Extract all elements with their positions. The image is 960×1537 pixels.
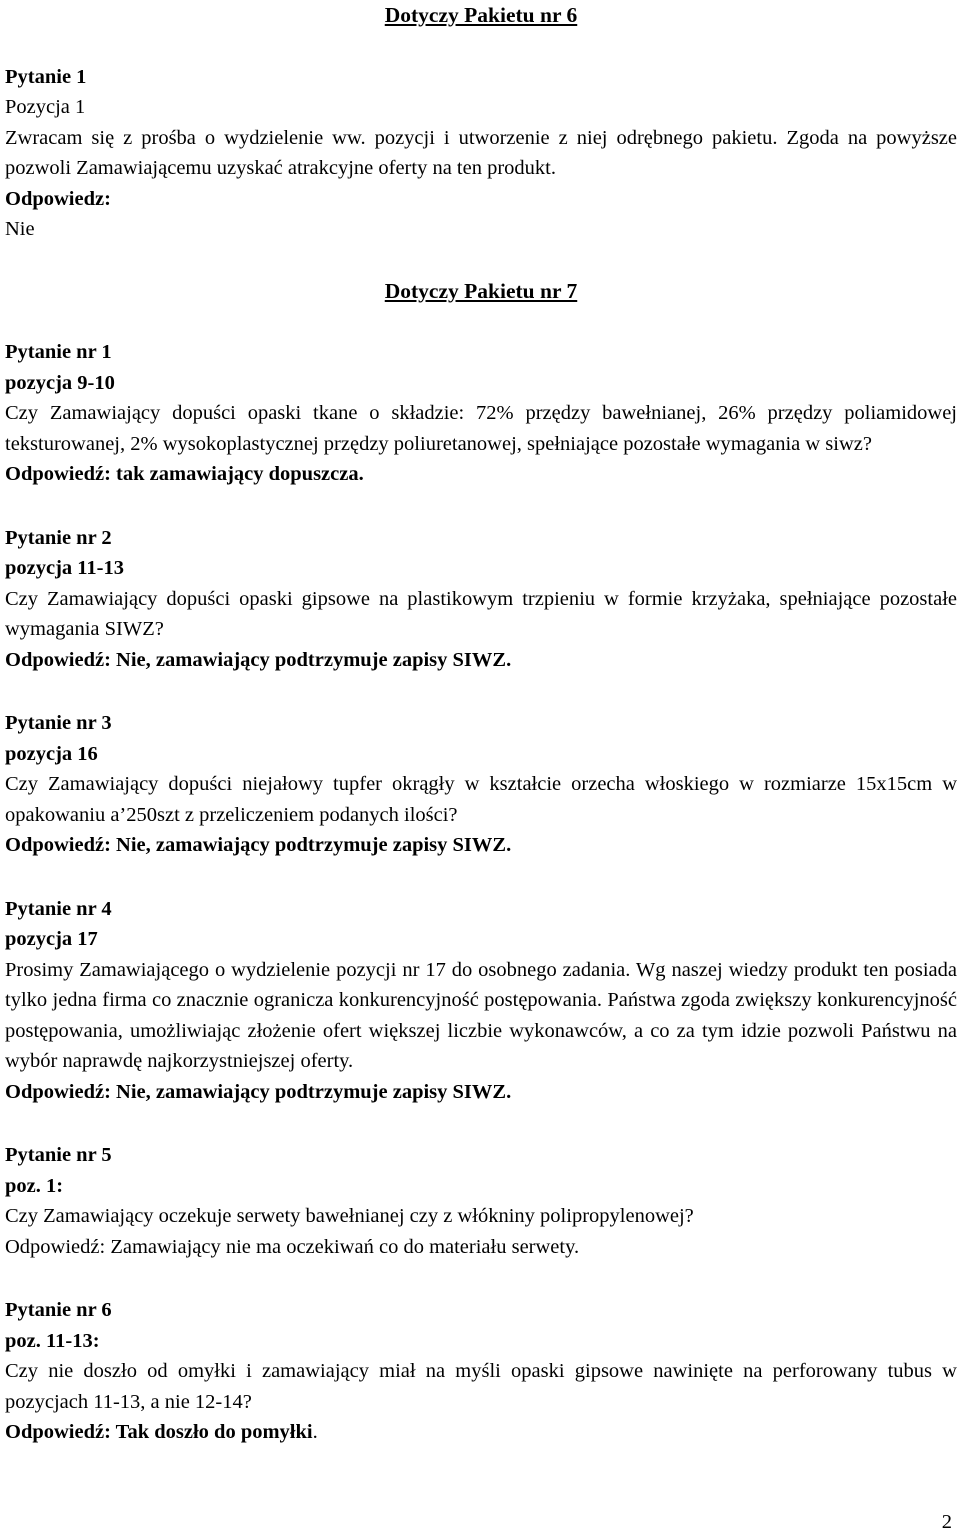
question-label: Pytanie nr 3	[5, 712, 112, 734]
question-block	[5, 523, 957, 676]
answer-text: Odpowiedź: Zamawiający nie ma oczekiwań co do materiału serwety.	[5, 1235, 580, 1258]
question-text: Zwracam się z prośba o wydzielenie ww. pozycji i utworzenie z niej odrębnego pakietu. Zgoda na powyższe pozwoli Zamawiającemu uzyskać atrakcyjne oferty na ten produkt.	[5, 126, 957, 179]
question-block	[5, 708, 957, 861]
position-label: poz. 1:	[5, 1174, 64, 1197]
question-label: Pytanie nr 4	[5, 897, 112, 920]
spacer	[5, 490, 957, 523]
answer-label: Odpowiedz:	[5, 187, 111, 210]
spacer	[5, 245, 957, 276]
question-text: Czy Zamawiający oczekuje serwety bawełnianej czy z włókniny polipropylenowej?	[5, 1205, 694, 1227]
question-text: Czy nie doszło od omyłki i zamawiający miał na myśli opaski gipsowe nawinięte na perforowany tubus w pozycjach 11-13, a nie 12-14?	[5, 1360, 957, 1413]
question-block	[5, 1295, 957, 1448]
document-page	[5, 0, 957, 1448]
question-block	[5, 1140, 957, 1262]
spacer	[5, 861, 957, 894]
question-text: Prosimy Zamawiającego o wydzielenie pozycji nr 17 do osobnego zadania. Wg naszej wiedzy produkt ten posiada tylko jedna firma co znacznie ogranicza konkurencyjność postępowania. Państwa zgoda zwiększy konkurencyjność postępowania, umożliwiając złożenie ofert większej liczbie wykonawców, a co za tym idzie pozwoli Państwu na wybór naprawdę najkorzystniejszej oferty.	[5, 958, 957, 1072]
question-text: Czy Zamawiający dopuści opaski tkane o składzie: 72% przędzy bawełnianej, 26% przędzy poliamidowej teksturowanej, 2% wysokoplastycznej przędzy poliuretanowej, spełniające pozostałe wymagania w siwz?	[5, 402, 957, 455]
position-label: Pozycja 1	[5, 96, 86, 118]
question-label: Pytanie nr 2	[5, 526, 112, 549]
question-label: Pytanie nr 1	[5, 341, 112, 363]
position-label: poz. 11-13:	[5, 1329, 100, 1352]
question-text: Czy Zamawiający dopuści opaski gipsowe na plastikowym trzpieniu w formie krzyżaka, spełniające pozostałe wymagania SIWZ?	[5, 587, 957, 640]
answer-text-tail: .	[312, 1421, 318, 1443]
spacer	[5, 306, 957, 337]
position-label: pozycja 11-13	[5, 557, 124, 579]
spacer	[5, 1262, 957, 1295]
question-label: Pytanie nr 6	[5, 1299, 112, 1321]
position-label: pozycja 9-10	[5, 371, 115, 394]
spacer	[5, 31, 957, 62]
answer-text: Odpowiedź: Nie, zamawiający podtrzymuje zapisy SIWZ.	[5, 648, 512, 671]
question-label: Pytanie nr 5	[5, 1144, 112, 1166]
answer-text: Odpowiedź: tak zamawiający dopuszcza.	[5, 463, 364, 485]
question-block	[5, 337, 957, 490]
question-label: Pytanie 1	[5, 65, 87, 88]
spacer	[5, 1107, 957, 1140]
answer-text: Nie	[5, 218, 35, 240]
section-heading-pakiet-6: Dotyczy Pakietu nr 6	[384, 3, 578, 27]
answer-text-bold: Odpowiedź: Tak doszło do pomyłki	[5, 1421, 313, 1443]
position-label: pozycja 17	[5, 928, 98, 950]
answer-text: Odpowiedź: Nie, zamawiający podtrzymuje zapisy SIWZ.	[5, 834, 512, 856]
question-text: Czy Zamawiający dopuści niejałowy tupfer okrągły w kształcie orzecha włoskiego w rozmiarze 15x15cm w opakowaniu a’250szt z przeliczeniem podanych ilości?	[5, 773, 957, 826]
answer-text: Odpowiedź: Nie, zamawiający podtrzymuje zapisy SIWZ.	[5, 1080, 512, 1103]
question-block	[5, 894, 957, 1108]
answer-text	[5, 1417, 957, 1448]
spacer	[5, 675, 957, 708]
section-heading-pakiet-7: Dotyczy Pakietu nr 7	[384, 278, 578, 303]
position-label: pozycja 16	[5, 742, 98, 765]
page-number: 2	[941, 1511, 952, 1533]
